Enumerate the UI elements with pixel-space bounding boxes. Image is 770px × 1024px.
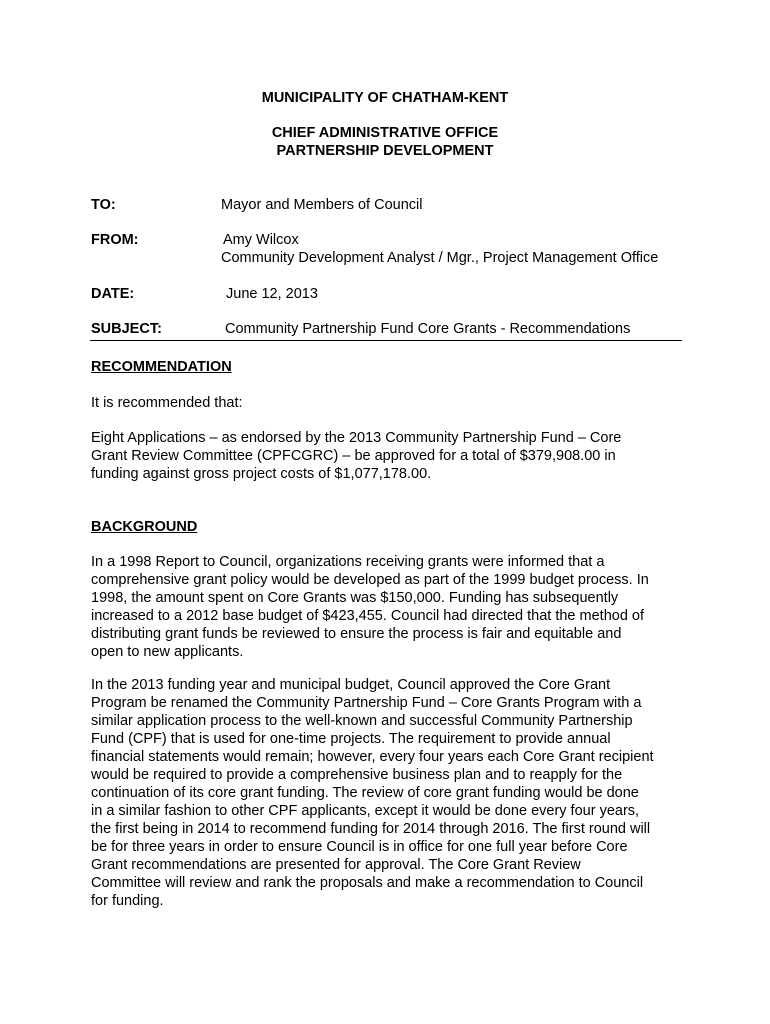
text-line: comprehensive grant policy would be developed as part of the 1999 budget process. In xyxy=(91,572,649,588)
text-line: 1998, the amount spent on Core Grants was $150,000. Funding has subsequently xyxy=(91,590,619,606)
office-title: CHIEF ADMINISTRATIVE OFFICE xyxy=(271,125,499,141)
municipality-title: MUNICIPALITY OF CHATHAM-KENT xyxy=(261,90,509,106)
subject-divider xyxy=(90,340,682,341)
from-title: Community Development Analyst / Mgr., Project Management Office xyxy=(221,250,659,266)
text-line: Fund (CPF) that is used for one-time projects. The requirement to provide annual xyxy=(91,731,611,747)
to-value: Mayor and Members of Council xyxy=(221,197,423,213)
background-paragraph-2 xyxy=(91,676,691,910)
text-line: similar application process to the well-known and successful Community Partnership xyxy=(91,713,633,729)
text-line: would be required to provide a comprehensive business plan and to reapply for the xyxy=(91,767,623,783)
text-line: financial statements would remain; however, every four years each Core Grant recipient xyxy=(91,749,654,765)
from-label: FROM: xyxy=(91,232,139,248)
text-line: In the 2013 funding year and municipal budget, Council approved the Core Grant xyxy=(91,677,611,693)
text-line: Committee will review and rank the proposals and make a recommendation to Council xyxy=(91,875,644,891)
recommendation-heading: RECOMMENDATION xyxy=(91,359,232,375)
text-line: Eight Applications – as endorsed by the 2013 Community Partnership Fund – Core xyxy=(91,430,622,446)
text-line: Grant Review Committee (CPFCGRC) – be approved for a total of $379,908.00 in xyxy=(91,448,616,464)
to-label: TO: xyxy=(91,197,116,213)
text-line: the first being in 2014 to recommend funding for 2014 through 2016. The first round will xyxy=(91,821,651,837)
background-paragraph-1 xyxy=(91,553,691,661)
text-line: continuation of its core grant funding. The review of core grant funding would be done xyxy=(91,785,639,801)
text-line: be for three years in order to ensure Council is in office for one full year before Core xyxy=(91,839,628,855)
text-line: increased to a 2012 base budget of $423,455. Council had directed that the method of xyxy=(91,608,645,624)
from-name: Amy Wilcox xyxy=(223,232,299,248)
subject-value: Community Partnership Fund Core Grants - Recommendations xyxy=(225,321,631,337)
text-line: distributing grant funds be reviewed to ensure the process is fair and equitable and xyxy=(91,626,622,642)
text-line: open to new applicants. xyxy=(91,644,244,660)
department-title: PARTNERSHIP DEVELOPMENT xyxy=(276,143,494,159)
date-value: June 12, 2013 xyxy=(226,286,318,302)
text-line: for funding. xyxy=(91,893,164,909)
recommendation-text xyxy=(91,429,691,483)
text-line: Program be renamed the Community Partnership Fund – Core Grants Program with a xyxy=(91,695,642,711)
subject-label: SUBJECT: xyxy=(91,321,162,337)
text-line: funding against gross project costs of $1,077,178.00. xyxy=(91,466,432,482)
text-line: In a 1998 Report to Council, organizations receiving grants were informed that a xyxy=(91,554,605,570)
text-line: in a similar fashion to other CPF applicants, except it would be done every four years, xyxy=(91,803,640,819)
date-label: DATE: xyxy=(91,286,135,302)
recommendation-intro: It is recommended that: xyxy=(91,395,243,411)
text-line: Grant recommendations are presented for approval. The Core Grant Review xyxy=(91,857,581,873)
background-heading: BACKGROUND xyxy=(91,519,198,535)
